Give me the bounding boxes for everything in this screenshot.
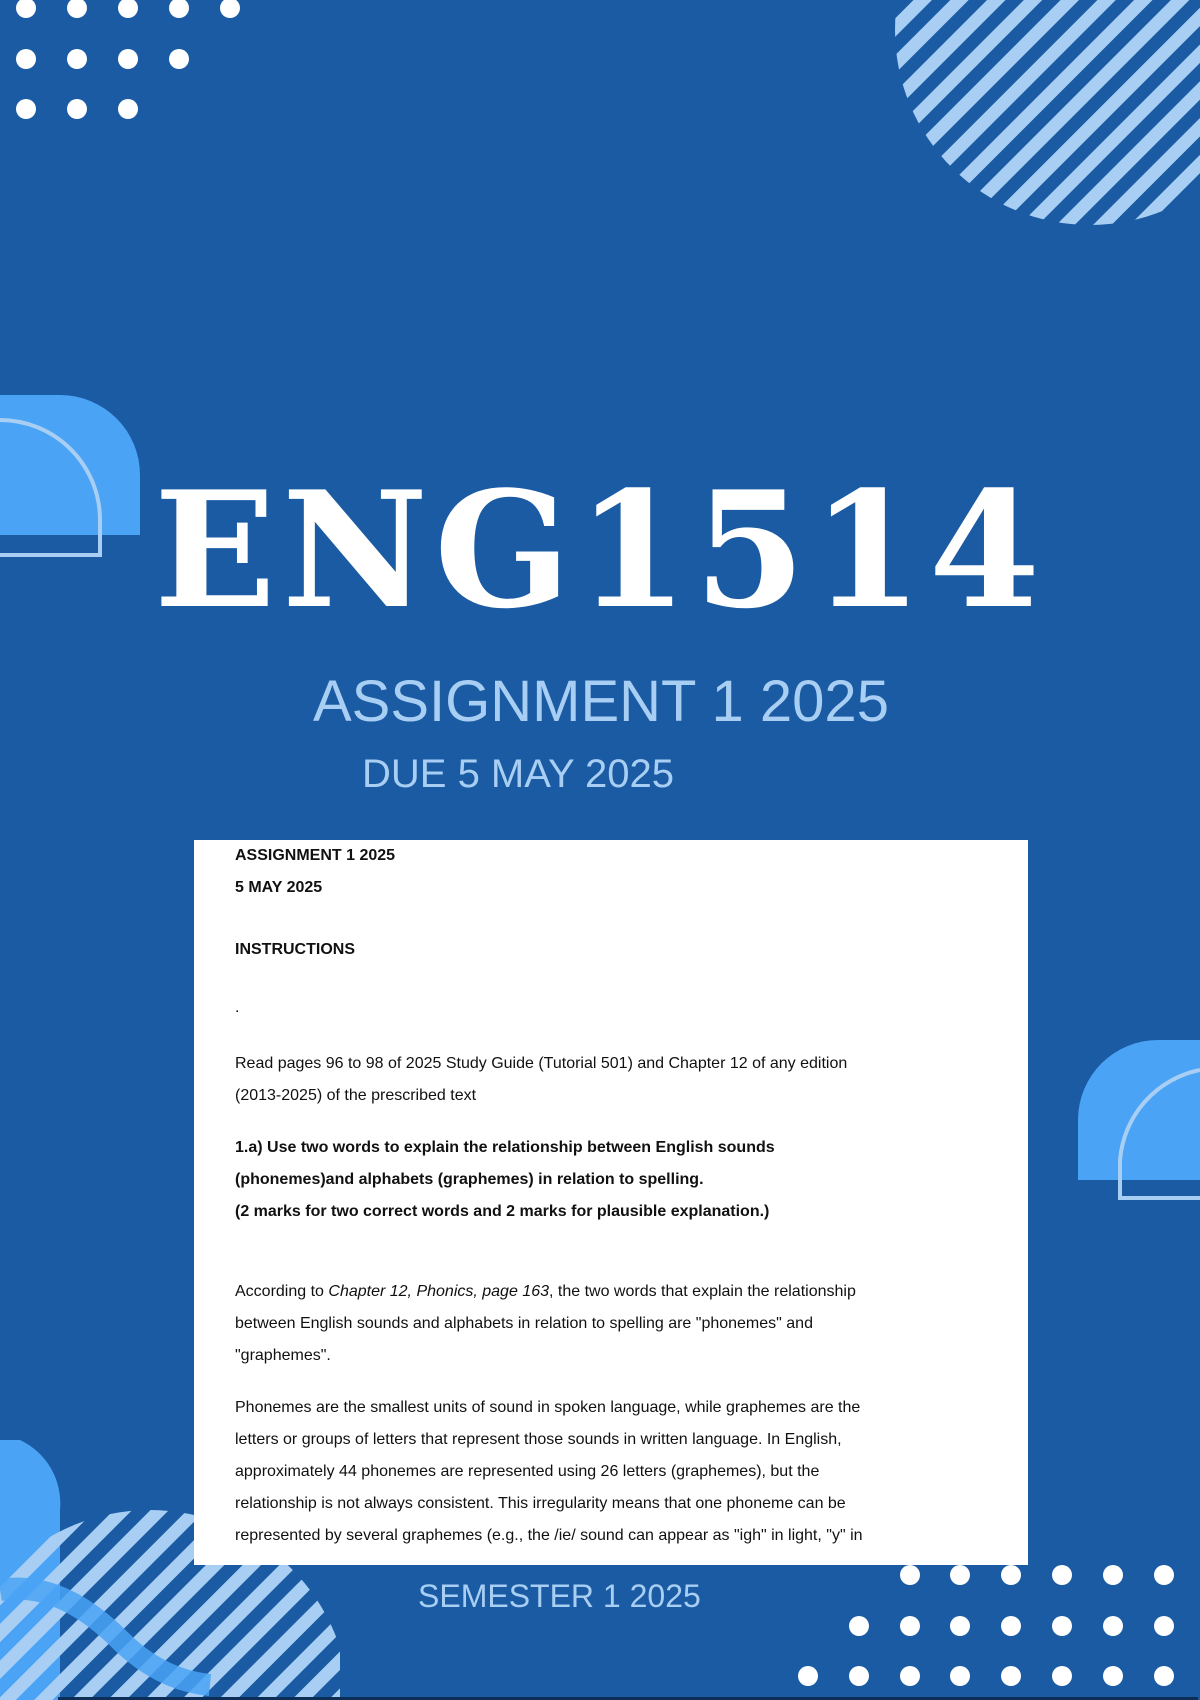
- doc-read-line-2: (2013-2025) of the prescribed text: [235, 1087, 477, 1104]
- striped-circle-top-right: [840, 0, 1200, 230]
- course-code-title: ENG1514: [153, 456, 1047, 644]
- document-preview: [194, 840, 1028, 1565]
- doc-answer-line-2: between English sounds and alphabets in relation to spelling are "phonemes" and: [235, 1315, 813, 1332]
- doc-answer-prefix: According to: [235, 1283, 329, 1300]
- doc-question-line-2: (phonemes)and alphabets (graphemes) in relation to spelling.: [235, 1171, 704, 1188]
- doc-assignment-line: ASSIGNMENT 1 2025: [235, 847, 396, 864]
- doc-para2-line-3: approximately 44 phonemes are represented using 26 letters (graphemes), but the: [235, 1463, 820, 1480]
- doc-instructions-heading: INSTRUCTIONS: [235, 941, 355, 958]
- semester-label: SEMESTER 1 2025: [418, 1578, 701, 1614]
- assignment-title: ASSIGNMENT 1 2025: [313, 669, 889, 734]
- doc-para2-line-4: relationship is not always consistent. This irregularity means that one phoneme can be: [235, 1495, 846, 1512]
- arc-shape-right: [1078, 1040, 1200, 1205]
- dot-pattern-top-left: [0, 0, 260, 130]
- doc-answer-reference: Chapter 12, Phonics, page 163: [328, 1283, 549, 1300]
- doc-answer-suffix: , the two words that explain the relationship: [549, 1283, 856, 1300]
- document-content: [235, 840, 1005, 1552]
- doc-para2-line-2: letters or groups of letters that represent those sounds in written language. In English,: [235, 1431, 842, 1448]
- doc-dot: .: [235, 999, 240, 1016]
- doc-read-line-1: Read pages 96 to 98 of 2025 Study Guide (Tutorial 501) and Chapter 12 of any edition: [235, 1055, 848, 1072]
- doc-para2-line-5: represented by several graphemes (e.g., the /ie/ sound can appear as "igh" in light, "y" in: [235, 1527, 863, 1544]
- dot-pattern-bottom-right: [790, 1555, 1200, 1700]
- doc-question-line-3: (2 marks for two correct words and 2 marks for plausible explanation.): [235, 1203, 770, 1220]
- doc-date-line: 5 MAY 2025: [235, 879, 323, 896]
- doc-answer-line-1: [235, 1276, 1005, 1308]
- doc-question-line-1: 1.a) Use two words to explain the relationship between English sounds: [235, 1139, 775, 1156]
- due-date: DUE 5 MAY 2025: [362, 752, 675, 796]
- doc-answer-line-3: "graphemes".: [235, 1347, 331, 1364]
- doc-para2-line-1: Phonemes are the smallest units of sound in spoken language, while graphemes are the: [235, 1399, 861, 1416]
